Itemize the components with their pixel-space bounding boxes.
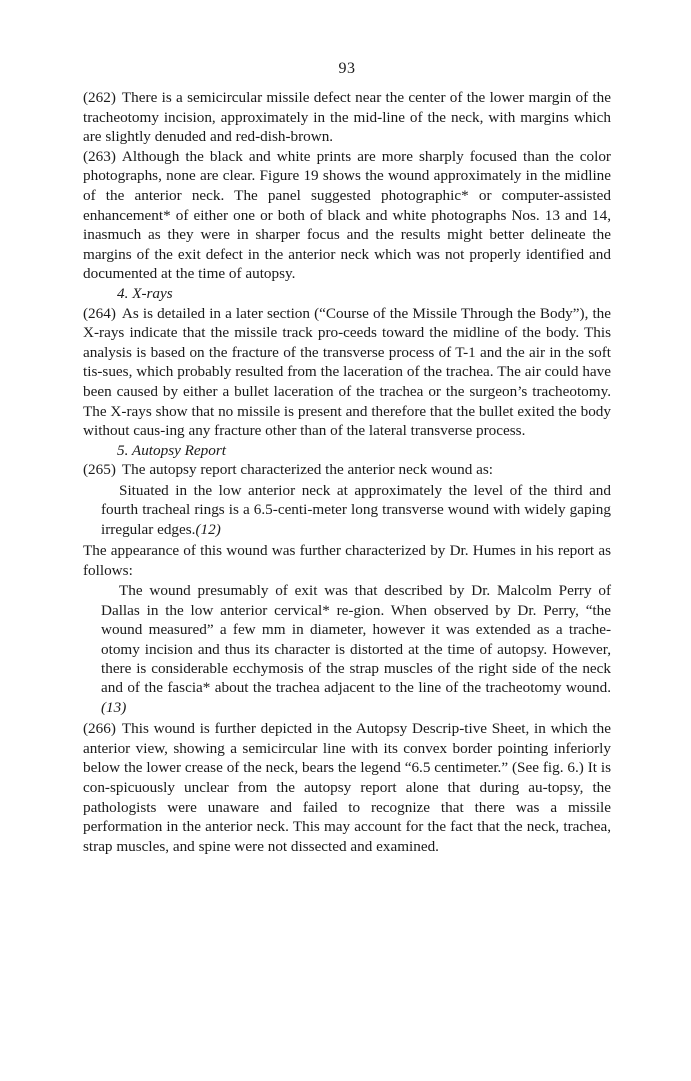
block-quote-autopsy bbox=[83, 481, 611, 539]
paragraph-number: (264) bbox=[83, 304, 116, 322]
citation: (12) bbox=[195, 520, 221, 538]
paragraph-text: This wound is further depicted in the Autopsy Descrip-tive Sheet, in which the anterior view, showing a semicircular line with its convex border pointing inferiorly below the lower crease of the neck, bears the legend “6.5 centimeter.” (See fig. 6.) It is con-spicuously unclear from the autopsy report alone that during au-topsy, the pathologists were unaware and failed to recognize that there was a missile performation in the anterior neck. This may account for the fact that the neck, trachea, strap muscles, and spine were not dissected and examined. bbox=[83, 720, 611, 855]
quote-text: The wound presumably of exit was that described by Dr. Malcolm Perry of Dallas in the low anterior cervical* re-gion. When observed by Dr. Perry, “the wound measured” a few mm in diameter, however it was extended as a trache-otomy incision and thus its character is distorted at the time of autopsy. However, there is considerable ecchymosis of the strap muscles of the right side of the neck and of the fascia* about the trachea adjacent to the line of the tracheotomy wound. bbox=[101, 582, 611, 697]
paragraph-262 bbox=[83, 88, 611, 147]
paragraph-text: The autopsy report characterized the anterior neck wound as: bbox=[121, 461, 493, 479]
paragraph-number: (265) bbox=[83, 461, 116, 479]
page-number: 93 bbox=[338, 60, 356, 77]
paragraph-266 bbox=[83, 719, 611, 856]
citation: (13) bbox=[101, 698, 127, 716]
paragraph-text: The appearance of this wound was further characterized by Dr. Humes in his report as follows: bbox=[83, 542, 611, 579]
paragraph-264 bbox=[83, 304, 611, 441]
paragraph-number: (263) bbox=[83, 147, 116, 165]
paragraph-265 bbox=[83, 460, 611, 480]
document-page bbox=[83, 60, 611, 856]
paragraph-number: (266) bbox=[83, 720, 116, 738]
paragraph-text: Although the black and white prints are more sharply focused than the color photographs, none are clear. Figure 19 shows the wound approximately in the midline of the anterior neck. The panel suggested photographic* or computer-assisted enhancement* of either one or both of black and white photographs Nos. 13 and 14, inasmuch as they were in sharper focus and the results might better delineate the margins of the exit defect in the anterior neck which was not properly identified and documented at the time of autopsy. bbox=[83, 147, 611, 283]
paragraph-intro-humes bbox=[83, 541, 611, 580]
section-heading-xrays: 4. X-rays bbox=[117, 284, 173, 302]
section-heading-autopsy-report: 5. Autopsy Report bbox=[117, 441, 226, 459]
quote-text: Situated in the low anterior neck at approximately the level of the third and fourth tracheal rings is a 6.5-centi-meter long transverse wound with widely gaping irregular edges. bbox=[101, 481, 611, 538]
paragraph-text: There is a semicircular missile defect near the center of the lower margin of the tracheotomy incision, approximately in the mid-line of the neck, with margins which are slightly denuded and red-dish-brown. bbox=[83, 89, 611, 146]
paragraph-263 bbox=[83, 147, 611, 284]
paragraph-text: As is detailed in a later section (“Course of the Missile Through the Body”), the X-rays indicate that the missile track pro-ceeds toward the midline of the body. This analysis is based on the fracture of the transverse process of T-1 and the air in the soft tis-sues, which probably resulted from the laceration of the trachea. The air could have been caused by either a bullet laceration of the trachea or the surgeon’s tracheotomy. The X-rays show that no missile is present and therefore that the bullet exited the body without caus-ing any fracture other than of the lateral transverse process. bbox=[83, 304, 611, 440]
block-quote-humes bbox=[83, 581, 611, 717]
paragraph-number: (262) bbox=[83, 89, 116, 106]
